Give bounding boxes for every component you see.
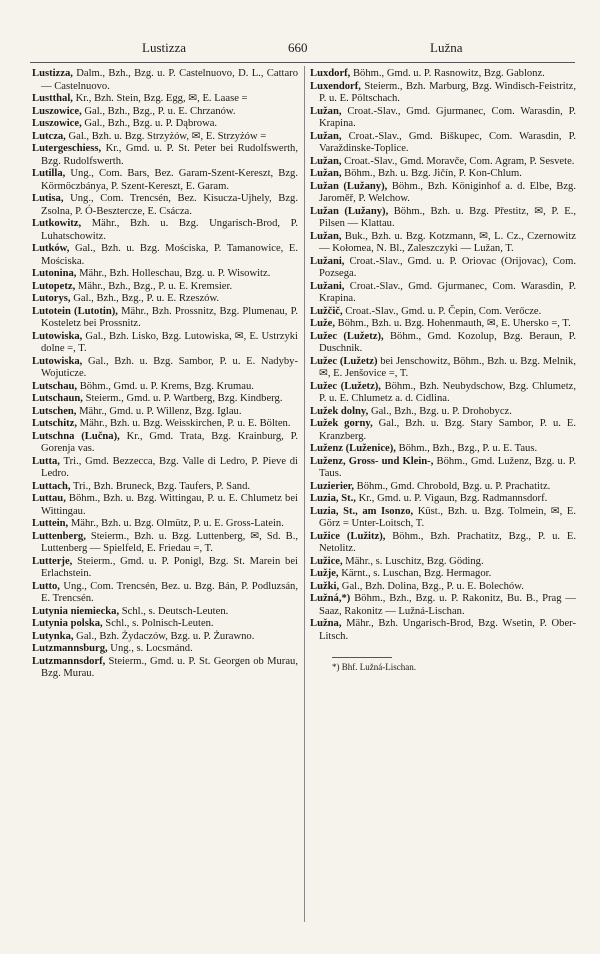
entry-place-name: Lutschau, (32, 380, 78, 392)
entry-place-name: Lužan (Lužany), (310, 205, 389, 217)
entry-place-name: Lužna, (310, 618, 342, 629)
entry-details: Gal., Bzh., Bzg., P. u. E. Chrzanów. (81, 105, 236, 117)
directory-entry (310, 418, 576, 443)
entry-details: Steierm., Bzh. Marburg, Bzg. Windisch-Feistritz, P. u. E. Pöltschach. (319, 80, 576, 104)
footnote-text: *) Bhf. Lužná-Lischan. (332, 662, 416, 672)
entry-details: Mähr., Gmd. u. P. Willenz, Bzg. Iglau. (76, 405, 242, 417)
entry-details: Schl., s. Polnisch-Leuten. (102, 618, 214, 629)
directory-entry (32, 331, 298, 356)
entry-details: Mähr., Bzh. u. Bzg. Olmütz, P. u. E. Gross-Latein. (68, 518, 284, 529)
page-header (30, 40, 570, 60)
entry-place-name: Lustizza, (32, 68, 73, 79)
entry-details: Böhm., Bzh., Bzg. u. P. Rakonitz, Bu. B., Prag — Saaz, Rakonitz — Lužná-Lischan. (319, 593, 576, 617)
entry-place-name: Lužan, (310, 168, 342, 179)
directory-entry (310, 231, 576, 256)
directory-entry (310, 406, 576, 419)
directory-entry (32, 193, 298, 218)
entry-place-name: Luttach, (32, 480, 71, 492)
entry-place-name: Luttenberg, (32, 530, 86, 542)
directory-entry (32, 143, 298, 168)
directory-entry (310, 568, 576, 581)
entry-details: Böhm., Bzh. u. Bzg. Hohenmauth, ✉, E. Uhersko =, T. (335, 318, 571, 329)
directory-entry (32, 481, 298, 494)
entry-place-name: Lužan, (310, 155, 342, 167)
directory-entry (32, 68, 298, 93)
entry-place-name: Lužan, (310, 105, 342, 117)
entry-details: Gal., Bzh., Bzg., P. u. E. Rzeszów. (70, 293, 220, 304)
entry-details: Gal., Bzh. Dolina, Bzg., P. u. E. Bolechów. (339, 580, 524, 592)
page-number: 660 (288, 40, 308, 55)
entry-details: Mähr., Bzh. Holleschau, Bzg. u. P. Wisowitz. (76, 268, 271, 279)
entry-place-name: Lužná,*) (310, 593, 351, 604)
entry-place-name: Lutta, (32, 455, 60, 467)
entry-details: Böhm., Bzh. u. Bzg. Jičín, P. Kon-Chlum. (341, 168, 522, 179)
entry-details: Steierm., Gmd. u. P. Wartberg, Bzg. Kindberg. (82, 393, 283, 404)
entry-details: bei Jenschowitz, Böhm., Bzh. u. Bzg. Melnik, ✉, E. Jenšovice =, T. (319, 355, 577, 379)
entry-details: Böhm., Bzh. u. Bzg. Wittingau, P. u. E. Chlumetz bei Wittingau. (41, 493, 298, 517)
entry-details: Croat.-Slav., Gmd. Biškupec, Com. Warasdin, P. Varaždinske-Toplice. (319, 130, 576, 154)
directory-entry (32, 431, 298, 456)
entry-details: Böhm., Gmd. Chrobold, Bzg. u. P. Prachatitz. (354, 480, 551, 492)
entry-place-name: Luzierier, (310, 480, 355, 492)
entry-place-name: Lutków, (32, 243, 70, 254)
entry-details: Croat.-Slav., Gmd. Gjurmanec, Com. Warasdin, P. Krapina. (319, 105, 576, 129)
entry-details: Croat.-Slav., Gmd. Gjurmanec, Com. Warasdin, P. Krapina. (319, 280, 576, 304)
directory-entry (310, 306, 576, 319)
entry-place-name: Luxendorf, (310, 80, 361, 92)
entry-details: Croat.-Slav., Gmd. Moravče, Com. Agram, P. Sesvete. (341, 155, 575, 167)
entry-place-name: Lutto, (32, 580, 60, 592)
entry-place-name: Luszowice, (32, 105, 82, 117)
entry-place-name: Lužje, (310, 568, 339, 579)
entry-place-name: Lužec (Lužetz), (310, 330, 384, 342)
entry-place-name: Luzia, St., (310, 493, 356, 504)
directory-entry (32, 168, 298, 193)
entry-details: Gal., Bzh. u. Bzg. Sambor, P. u. E. Nadyby-Wojuticze. (41, 355, 298, 379)
directory-entry (310, 281, 576, 306)
directory-entry (310, 81, 576, 106)
entry-place-name: Lužec (Lužetz) (310, 355, 378, 367)
entry-place-name: Lutisa, (32, 193, 64, 204)
directory-entry (310, 356, 576, 381)
entry-details: Ung., Com. Bars, Bez. Garam-Szent-Kereszt, Bzg. Körmöczbánya, P. Szent-Kereszt, E. Garam. (41, 168, 298, 192)
entry-place-name: Lutowiska, (32, 330, 83, 342)
directory-entry (310, 443, 576, 456)
directory-entry (310, 556, 576, 569)
entry-place-name: Luszowice, (32, 118, 82, 129)
entry-details: Gal., Bzh. u. Bzg. Stary Sambor, P. u. E. Kranzberg. (319, 418, 576, 442)
entry-details: Tri., Bzh. Bruneck, Bzg. Taufers, P. Sand. (70, 480, 251, 492)
entry-place-name: Luzia, St., am Isonzo, (310, 505, 414, 517)
entry-place-name: Lutschen, (32, 405, 77, 417)
entry-place-name: Lutotein (Lutotin), (32, 305, 118, 317)
entry-details: Küst., Bzh. u. Bzg. Tolmein, ✉, E. Görz = Unter-Loitsch, T. (319, 505, 576, 529)
entry-place-name: Lutschna (Lučna), (32, 430, 120, 442)
entry-place-name: Lužki, (310, 580, 340, 592)
directory-entry (310, 493, 576, 506)
directory-entry (310, 318, 576, 331)
directory-entry (310, 506, 576, 531)
directory-entry (310, 168, 576, 181)
entry-place-name: Lutopetz, (32, 280, 76, 292)
entry-details: Mähr., s. Luschitz, Bzg. Göding. (342, 555, 484, 567)
entry-details: Dalm., Bzh., Bzg. u. P. Castelnuovo, D. L., Cattaro — Castelnuovo. (41, 68, 298, 92)
entry-place-name: Lužec (Lužetz), (310, 380, 381, 392)
footnote (310, 657, 576, 673)
entry-details: Gal., Bzh., Bzg. u. P. Drohobycz. (368, 405, 512, 417)
directory-entry (310, 256, 576, 281)
entry-details: Böhm., Gmd. Kozolup, Bzg. Beraun, P. Duschnik. (319, 330, 576, 354)
entry-details: Kr., Gmd. u. P. Vigaun, Bzg. Radmannsdorf. (355, 493, 548, 504)
directory-entry (32, 93, 298, 106)
entry-place-name: Luženz (Luženice), (310, 443, 396, 454)
entry-details: Kärnt., s. Luschan, Bzg. Hermagor. (338, 568, 492, 579)
entry-details: Böhm., Gmd. u. P. Krems, Bzg. Krumau. (77, 380, 254, 392)
entry-place-name: Luttein, (32, 518, 69, 529)
entry-details: Ung., s. Locsmánd. (107, 643, 193, 654)
entry-place-name: Lužan, (310, 230, 342, 242)
directory-entry (32, 293, 298, 306)
entry-place-name: Lutilla, (32, 168, 66, 179)
entry-place-name: Lutynia niemiecka, (32, 605, 120, 617)
directory-entry (310, 581, 576, 594)
entry-details: Mähr., Bzh., Bzg., P. u. E. Kremsier. (75, 280, 233, 292)
footnote-rule (332, 657, 392, 658)
column-divider (304, 66, 305, 922)
entry-place-name: Lutowiska, (32, 355, 83, 367)
directory-entry (32, 268, 298, 281)
directory-entry (310, 206, 576, 231)
directory-entry (310, 481, 576, 494)
directory-entry (32, 218, 298, 243)
entry-details: Buk., Bzh. u. Bzg. Kotzmann, ✉, L. Cz., Czernowitz — Kołomea, N. Bl., Zaleszczyki — Lužan, T. (319, 230, 576, 254)
directory-entry (32, 556, 298, 581)
entry-details: Mähr., Bzh. u. Bzg. Ungarisch-Brod, P. Luhatschowitz. (41, 218, 298, 242)
entry-details: Croat.-Slav., Gmd. u. P. Čepin, Com. Verőcze. (342, 305, 542, 317)
entry-details: Kr., Gmd. Trata, Bzg. Krainburg, P. Gorenja vas. (41, 430, 299, 454)
entry-place-name: Lutynka, (32, 630, 74, 642)
entry-details: Ung., Com. Trencsén, Bez. Kisucza-Ujhely, Bzg. Zsolna, P. Ó-Besztercze, E. Csácza. (41, 193, 298, 217)
directory-entry (310, 381, 576, 406)
header-left-keyword: Lustizza (142, 40, 187, 55)
entry-details: Ung., Com. Trencsén, Bez. u. Bzg. Bán, P. Podluzsán, E. Trencsén. (41, 580, 298, 604)
entry-details: Gal., Bzh. Lisko, Bzg. Lutowiska, ✉, E. Ustrzyki dolne =, T. (41, 330, 298, 354)
entry-details: Böhm., Bzh. u. Bzg. Přestitz, ✉, P. E., Pilsen — Klattau. (319, 205, 576, 229)
entry-details: Steierm., Gmd. u. P. St. Georgen ob Murau, Bzg. Murau. (41, 655, 298, 679)
entry-details: Gal., Bzh. Żydaczów, Bzg. u. P. Żurawno. (73, 630, 255, 642)
entry-place-name: Lužani, (310, 255, 345, 267)
directory-entry (32, 656, 298, 681)
directory-entry (32, 306, 298, 331)
entry-details: Croat.-Slav., Gmd. u. P. Oriovac (Orijovac), Com. Pozsega. (319, 255, 576, 279)
directory-entry (32, 381, 298, 394)
entry-place-name: Lustthal, (32, 93, 73, 104)
entry-details: Böhm., Gmd. u. P. Rasnowitz, Bzg. Gablonz. (350, 68, 545, 79)
entry-details: Mähr., Bzh. Prossnitz, Bzg. Plumenau, P. Kosteletz bei Prossnitz. (41, 305, 298, 329)
directory-entry (310, 156, 576, 169)
directory-entry (32, 131, 298, 144)
entry-place-name: Lužice, (310, 555, 343, 567)
entry-place-name: Lužek gorny, (310, 418, 373, 429)
entry-details: Tri., Gmd. Bezzecca, Bzg. Valle di Ledro, P. Pieve di Ledro. (41, 455, 298, 479)
entry-place-name: Lužan (Lužany), (310, 180, 388, 192)
directory-entry (310, 331, 576, 356)
directory-entry (32, 493, 298, 518)
directory-entry (32, 606, 298, 619)
directory-entry (32, 531, 298, 556)
left-column (32, 68, 298, 681)
entry-details: Schl., s. Deutsch-Leuten. (119, 605, 229, 617)
directory-entry (310, 131, 576, 156)
entry-place-name: Lutterje, (32, 555, 73, 567)
directory-entry (32, 631, 298, 644)
entry-place-name: Luxdorf, (310, 68, 351, 79)
entry-place-name: Luže, (310, 318, 336, 329)
directory-entry (32, 518, 298, 531)
entry-details: Kr., Bzh. Stein, Bzg. Egg, ✉, E. Laase = (72, 93, 248, 104)
directory-entry (32, 643, 298, 656)
entry-place-name: Lužek dolny, (310, 405, 369, 417)
header-right-keyword: Lužna (430, 40, 463, 55)
entry-place-name: Lužčič, (310, 305, 343, 317)
entry-place-name: Lužan, (310, 130, 342, 142)
entry-details: Gal., Bzh. u. Bzg. Strzyżów, ✉, E. Strzyżów = (65, 130, 267, 142)
directory-entry (310, 618, 576, 643)
directory-entry (32, 393, 298, 406)
entry-place-name: Lutcza, (32, 130, 66, 142)
entry-place-name: Lutzmannsburg, (32, 643, 108, 654)
directory-entry (32, 243, 298, 268)
header-rule (30, 62, 575, 63)
entry-place-name: Luženz, Gross- und Klein-, (310, 455, 434, 467)
directory-entry (32, 281, 298, 294)
directory-entry (32, 356, 298, 381)
entry-place-name: Lutonina, (32, 268, 77, 279)
directory-entry (32, 418, 298, 431)
entry-details: Böhm., Bzh. Neubydschow, Bzg. Chlumetz, P. u. E. Chlumetz a. d. Cidlina. (319, 380, 576, 404)
directory-entry (310, 68, 576, 81)
entry-details: Böhm., Bzh. Königinhof a. d. Elbe, Bzg. Jaroměř, P. Welchow. (319, 180, 576, 204)
entry-place-name: Lužice (Lužitz), (310, 530, 386, 542)
entry-place-name: Lutkowitz, (32, 218, 82, 229)
entry-details: Steierm., Gmd. u. P. Ponigl, Bzg. St. Marein bei Erlachstein. (41, 555, 298, 579)
directory-entry (32, 618, 298, 631)
directory-entry (310, 181, 576, 206)
directory-entry (32, 456, 298, 481)
entry-place-name: Lutschaun, (32, 393, 83, 404)
entry-details: Böhm., Bzh. Prachatitz, Bzg., P. u. E. Netolitz. (319, 530, 576, 554)
entry-details: Böhm., Bzh., Bzg., P. u. E. Taus. (395, 443, 538, 454)
entry-place-name: Lutschitz, (32, 418, 78, 429)
right-column (310, 68, 576, 673)
entry-place-name: Lutzmannsdorf, (32, 655, 106, 667)
entry-place-name: Lutynia polska, (32, 618, 103, 629)
entry-details: Gal., Bzh. u. Bzg. Mościska, P. Tamanowice, E. Mościska. (41, 243, 298, 267)
entry-details: Kr., Gmd. u. P. St. Peter bei Rudolfswerth, Bzg. Rudolfswerth. (41, 143, 298, 167)
directory-entry (310, 593, 576, 618)
entry-details: Böhm., Gmd. Luženz, Bzg. u. P. Taus. (319, 455, 576, 479)
directory-entry (32, 106, 298, 119)
directory-entry (32, 406, 298, 419)
directory-entry (32, 581, 298, 606)
directory-entry (310, 531, 576, 556)
entry-details: Mähr., Bzh. u. Bzg. Weisskirchen, P. u. E. Bölten. (77, 418, 291, 429)
entry-details: Mähr., Bzh. Ungarisch-Brod, Bzg. Wsetin, P. Ober-Litsch. (319, 618, 576, 642)
directory-entry (310, 456, 576, 481)
entry-place-name: Lutergeschiess, (32, 143, 102, 154)
entry-place-name: Lutorys, (32, 293, 71, 304)
entry-place-name: Lužani, (310, 280, 345, 292)
directory-entry (32, 118, 298, 131)
directory-entry (310, 106, 576, 131)
entry-place-name: Luttau, (32, 493, 66, 504)
entry-details: Steierm., Bzh. u. Bzg. Luttenberg, ✉, Sd. B., Luttenberg — Spielfeld, E. Friedau =, T. (41, 530, 298, 554)
entry-details: Gal., Bzh., Bzg. u. P. Dąbrowa. (81, 118, 218, 129)
